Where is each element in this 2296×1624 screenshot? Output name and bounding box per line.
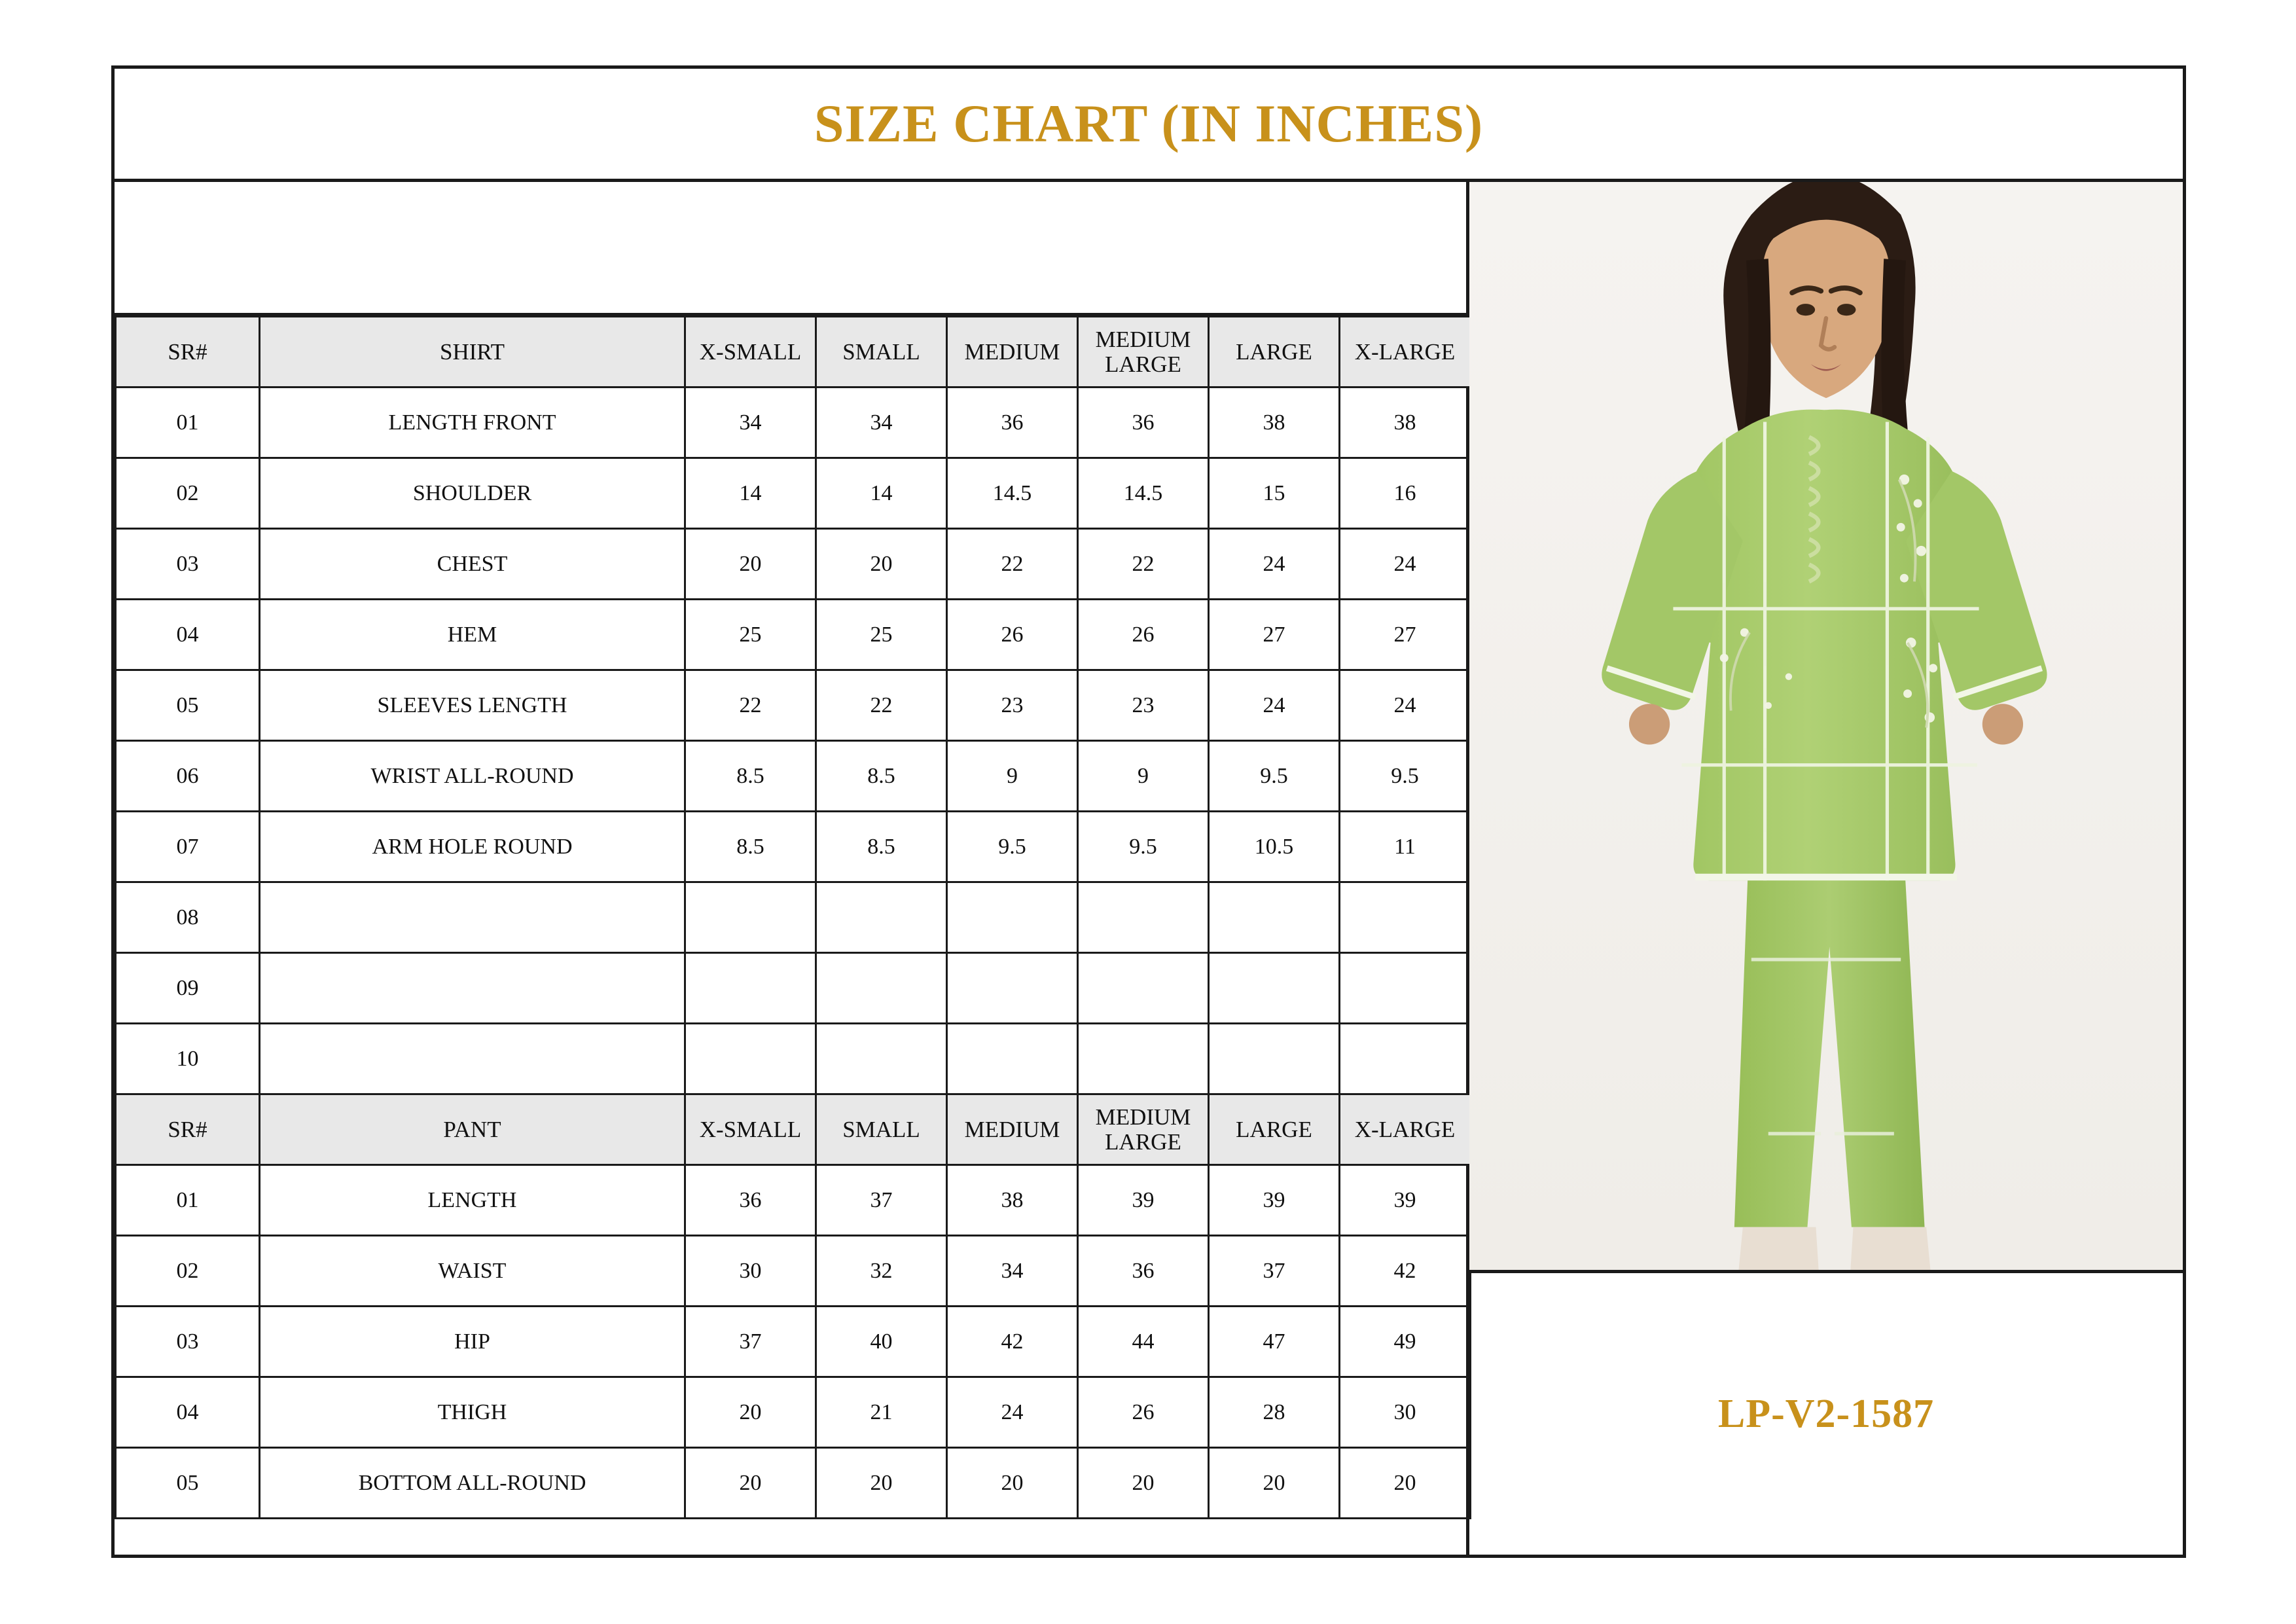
row-value-large: 15: [1209, 458, 1340, 529]
blank-spacer-row: [115, 182, 1466, 316]
row-value-xlarge: 39: [1340, 1165, 1471, 1236]
row-value-xlarge: 27: [1340, 600, 1471, 670]
row-label: CHEST: [260, 529, 685, 600]
table-row: [116, 1307, 1471, 1377]
shirt-header-medium-large: MEDIUM LARGE: [1078, 317, 1209, 388]
document-body: [115, 182, 2183, 1555]
size-chart-document: [111, 65, 2186, 1558]
row-value-xsmall: [685, 882, 816, 953]
row-value-medium: 34: [947, 1236, 1078, 1307]
table-row: [116, 458, 1471, 529]
table-row: [116, 1377, 1471, 1448]
row-label: WRIST ALL-ROUND: [260, 741, 685, 812]
pant-header-name: PANT: [260, 1094, 685, 1165]
shirt-header-small: SMALL: [816, 317, 947, 388]
row-value-small: [816, 882, 947, 953]
pant-header-xlarge: X-LARGE: [1340, 1094, 1471, 1165]
row-value-xlarge: 11: [1340, 812, 1471, 882]
row-value-xsmall: 25: [685, 600, 816, 670]
row-value-xlarge: 49: [1340, 1307, 1471, 1377]
row-value-small: 34: [816, 388, 947, 458]
row-value-large: 37: [1209, 1236, 1340, 1307]
page-title: SIZE CHART (IN INCHES): [814, 94, 1484, 153]
row-label: LENGTH: [260, 1165, 685, 1236]
row-value-xlarge: 9.5: [1340, 741, 1471, 812]
row-value-medium-large: 20: [1078, 1448, 1209, 1519]
row-value-small: 14: [816, 458, 947, 529]
row-value-large: 27: [1209, 600, 1340, 670]
model-illustration: [1469, 182, 2183, 1270]
row-value-large: [1209, 1024, 1340, 1094]
row-sr: 04: [116, 1377, 260, 1448]
tables-column: [115, 182, 1469, 1555]
row-value-medium-large: 9: [1078, 741, 1209, 812]
row-value-large: 10.5: [1209, 812, 1340, 882]
row-label: [260, 953, 685, 1024]
row-value-medium: [947, 1024, 1078, 1094]
row-value-medium: 42: [947, 1307, 1078, 1377]
row-value-medium-large: 26: [1078, 600, 1209, 670]
document-title-band: [115, 69, 2183, 182]
product-photo: [1469, 182, 2183, 1273]
row-value-medium-large: 22: [1078, 529, 1209, 600]
row-value-medium: 9.5: [947, 812, 1078, 882]
row-value-large: 24: [1209, 670, 1340, 741]
row-value-xlarge: [1340, 953, 1471, 1024]
row-sr: 06: [116, 741, 260, 812]
pant-header-xsmall: X-SMALL: [685, 1094, 816, 1165]
row-value-xlarge: [1340, 882, 1471, 953]
table-row: [116, 670, 1471, 741]
pant-header-medium: MEDIUM: [947, 1094, 1078, 1165]
row-value-medium-large: 14.5: [1078, 458, 1209, 529]
row-value-xlarge: 38: [1340, 388, 1471, 458]
row-value-medium-large: 36: [1078, 388, 1209, 458]
row-value-xsmall: [685, 953, 816, 1024]
row-value-xsmall: 8.5: [685, 812, 816, 882]
row-value-large: [1209, 953, 1340, 1024]
table-row: [116, 741, 1471, 812]
row-value-small: 40: [816, 1307, 947, 1377]
row-label: HEM: [260, 600, 685, 670]
row-value-large: 9.5: [1209, 741, 1340, 812]
row-sr: 08: [116, 882, 260, 953]
row-value-medium-large: 23: [1078, 670, 1209, 741]
row-value-medium: [947, 882, 1078, 953]
row-value-xsmall: 14: [685, 458, 816, 529]
row-value-xsmall: [685, 1024, 816, 1094]
row-value-small: 22: [816, 670, 947, 741]
table-row: [116, 1024, 1471, 1094]
row-value-xsmall: 37: [685, 1307, 816, 1377]
table-row: [116, 529, 1471, 600]
row-label: SHOULDER: [260, 458, 685, 529]
row-value-xlarge: 20: [1340, 1448, 1471, 1519]
row-value-medium: 20: [947, 1448, 1078, 1519]
row-value-xlarge: [1340, 1024, 1471, 1094]
row-value-xsmall: 20: [685, 1377, 816, 1448]
row-label: SLEEVES LENGTH: [260, 670, 685, 741]
row-value-medium-large: 39: [1078, 1165, 1209, 1236]
table-row: [116, 600, 1471, 670]
row-label: [260, 1024, 685, 1094]
row-label: [260, 882, 685, 953]
row-value-small: [816, 1024, 947, 1094]
row-value-large: [1209, 882, 1340, 953]
product-code: LP-V2-1587: [1717, 1391, 1935, 1436]
row-value-small: 21: [816, 1377, 947, 1448]
row-value-medium-large: [1078, 953, 1209, 1024]
row-value-medium: 38: [947, 1165, 1078, 1236]
row-value-small: 37: [816, 1165, 947, 1236]
row-label: LENGTH FRONT: [260, 388, 685, 458]
shirt-header-xlarge: X-LARGE: [1340, 317, 1471, 388]
row-value-medium: 9: [947, 741, 1078, 812]
row-label: HIP: [260, 1307, 685, 1377]
row-value-xsmall: 8.5: [685, 741, 816, 812]
row-value-xlarge: 30: [1340, 1377, 1471, 1448]
row-value-medium-large: 44: [1078, 1307, 1209, 1377]
shirt-table-header-row: [116, 317, 1471, 388]
row-value-xlarge: 16: [1340, 458, 1471, 529]
table-row: [116, 1236, 1471, 1307]
row-sr: 07: [116, 812, 260, 882]
shirt-header-large: LARGE: [1209, 317, 1340, 388]
pant-header-large: LARGE: [1209, 1094, 1340, 1165]
row-value-medium-large: [1078, 1024, 1209, 1094]
table-row: [116, 1165, 1471, 1236]
product-code-cell: [1469, 1273, 2183, 1555]
shirt-header-sr: SR#: [116, 317, 260, 388]
shirt-header-medium: MEDIUM: [947, 317, 1078, 388]
row-label: WAIST: [260, 1236, 685, 1307]
shirt-header-xsmall: X-SMALL: [685, 317, 816, 388]
table-row: [116, 388, 1471, 458]
table-row: [116, 953, 1471, 1024]
row-value-xsmall: 36: [685, 1165, 816, 1236]
table-row: [116, 812, 1471, 882]
row-value-medium: 23: [947, 670, 1078, 741]
row-sr: 05: [116, 1448, 260, 1519]
row-label: BOTTOM ALL-ROUND: [260, 1448, 685, 1519]
row-value-large: 39: [1209, 1165, 1340, 1236]
shirt-table-wrap: [115, 316, 1466, 1555]
row-value-large: 20: [1209, 1448, 1340, 1519]
shirt-size-table: [115, 316, 1471, 1519]
row-value-medium: 36: [947, 388, 1078, 458]
row-value-small: 32: [816, 1236, 947, 1307]
row-value-xlarge: 24: [1340, 529, 1471, 600]
row-sr: 03: [116, 1307, 260, 1377]
row-value-xsmall: 20: [685, 1448, 816, 1519]
row-value-xsmall: 30: [685, 1236, 816, 1307]
row-value-small: 8.5: [816, 741, 947, 812]
row-value-large: 47: [1209, 1307, 1340, 1377]
row-value-small: 20: [816, 1448, 947, 1519]
row-value-large: 28: [1209, 1377, 1340, 1448]
row-value-xsmall: 34: [685, 388, 816, 458]
row-sr: 02: [116, 458, 260, 529]
pant-table-header-row: [116, 1094, 1471, 1165]
row-value-xlarge: 42: [1340, 1236, 1471, 1307]
shirt-header-name: SHIRT: [260, 317, 685, 388]
row-value-small: [816, 953, 947, 1024]
pant-header-medium-large: MEDIUM LARGE: [1078, 1094, 1209, 1165]
row-value-medium: [947, 953, 1078, 1024]
row-value-medium: 26: [947, 600, 1078, 670]
row-value-small: 20: [816, 529, 947, 600]
row-value-small: 8.5: [816, 812, 947, 882]
row-value-large: 38: [1209, 388, 1340, 458]
row-value-xsmall: 22: [685, 670, 816, 741]
row-value-medium-large: 9.5: [1078, 812, 1209, 882]
row-value-medium-large: [1078, 882, 1209, 953]
row-value-medium: 14.5: [947, 458, 1078, 529]
product-column: [1469, 182, 2183, 1555]
row-value-small: 25: [816, 600, 947, 670]
row-label: THIGH: [260, 1377, 685, 1448]
row-value-xsmall: 20: [685, 529, 816, 600]
row-sr: 04: [116, 600, 260, 670]
row-sr: 05: [116, 670, 260, 741]
table-row: [116, 882, 1471, 953]
row-sr: 01: [116, 388, 260, 458]
row-sr: 02: [116, 1236, 260, 1307]
row-value-large: 24: [1209, 529, 1340, 600]
row-value-medium: 24: [947, 1377, 1078, 1448]
row-sr: 10: [116, 1024, 260, 1094]
row-value-xlarge: 24: [1340, 670, 1471, 741]
row-sr: 01: [116, 1165, 260, 1236]
pant-header-sr: SR#: [116, 1094, 260, 1165]
row-sr: 09: [116, 953, 260, 1024]
row-label: ARM HOLE ROUND: [260, 812, 685, 882]
row-value-medium: 22: [947, 529, 1078, 600]
row-value-medium-large: 26: [1078, 1377, 1209, 1448]
pant-header-small: SMALL: [816, 1094, 947, 1165]
row-sr: 03: [116, 529, 260, 600]
table-row: [116, 1448, 1471, 1519]
row-value-medium-large: 36: [1078, 1236, 1209, 1307]
